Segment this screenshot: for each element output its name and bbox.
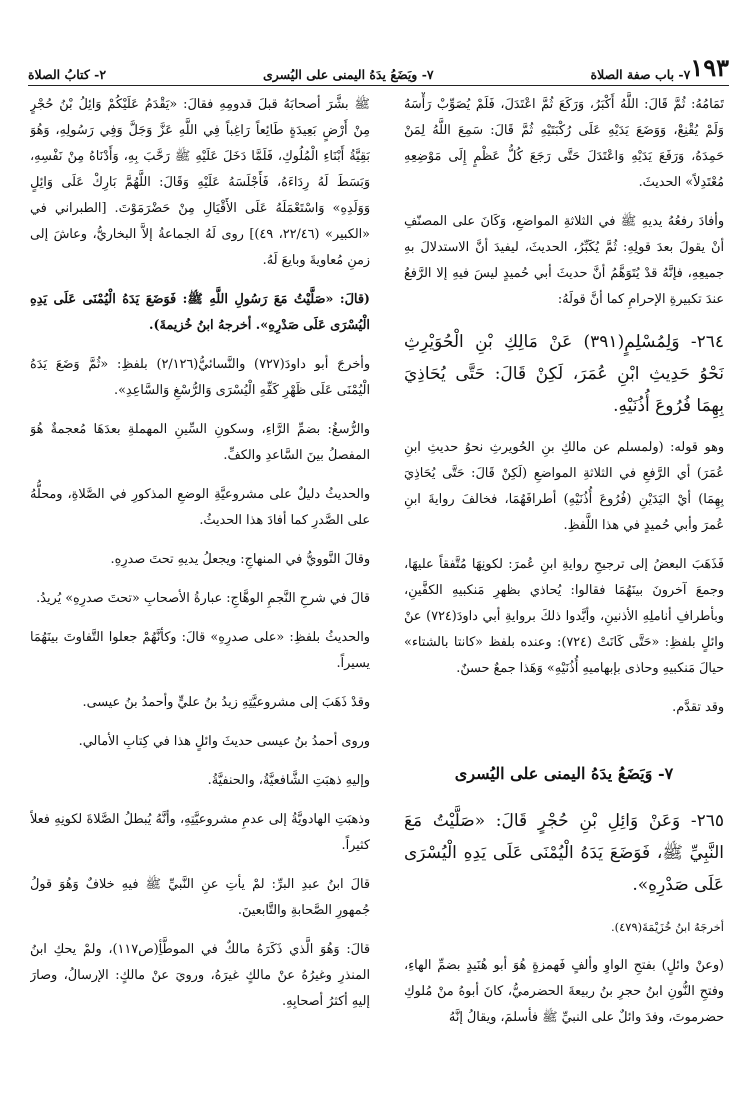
left-column xyxy=(30,92,370,1091)
page-header xyxy=(28,53,729,86)
quoted-hadith: (قالَ: «صَلَّيْتُ مَعَ رَسُولِ اللَّهِ ﷺ: فَوَضَعَ يَدَهُ الْيُمْنَى عَلَى يَدِهِ الْيُسْرَى عَلَى صَدْرِهِ». أخرجهُ ابنُ خُزيمةَ). xyxy=(30,292,370,333)
paragraph: وهو قوله: (ولمسلم عن مالكِ بنِ الحُويرثِ نحوُ حديثِ ابنِ عُمَرَ) أي الرَّفعِ في الثلاثةِ المواضعِ (لَكِنْ قَالَ: حَتَّى يُحَاذِيَ بِهِمَا) أيْ اليَدَيْنِ (فُرُوعَ أُذُنَيْهِ) أطرافَهُمَا، فخالفَ روايةَ ابنِ عُمرَ وأبي حُميدٍ في هذا اللَّفظِ. xyxy=(404,440,724,533)
paragraph: وأفادَ رفعُهُ يديهِ ﷺ في الثلاثةِ المواضعِ، وَكَانَ على المصنّفِ أنْ يقولَ بعدَ قولِهِ: ثُمَّ يُكَبِّرُ، الحديثَ، ليفيدَ أنَّ الاستدلالَ بهِ جميعِهِ، فإنَّهُ قدْ يُتَوَهَّمُ أنَّ حديثَ أبي حُميدٍ ليسَ فيهِ إلا الرَّفعُ عندَ تكبيرةِ الإحرامِ كما أنَّ قولَهُ: xyxy=(404,214,724,307)
paragraph: وقد تقدَّم. xyxy=(672,700,724,715)
paragraph: والحديثُ بلفظِ: «على صدرِهِ» قالَ: وكأنَّهُمْ جعلوا التَّفاوتَ بينَهُمَا يسيراً. xyxy=(30,630,370,671)
paragraph: ﷺ بشَّرَ أصحابَهُ قبلَ قدومِهِ فقالَ: «يَقْدَمُ عَلَيْكُمْ وَائِلُ بْنُ حُجْرٍ مِنْ أَرْضٍ بَعِيدَةٍ طَائِعاً رَاغِباً فِي اللَّهِ عَزَّ وَجَلَّ وَفِي رَسُولِهِ، وَهُوَ بَقِيَّةُ أَبْنَاءِ الْمُلُوكِ، فَلَمَّا دَخَلَ عَلَيْهِ ﷺ رَحَّبَ بِهِ، وَأَدْنَاهُ مِنْ نَفْسِهِ، وَبَسَطَ لَهُ رِدَاءَهُ، فَأَجْلَسَهُ عَلَيْهِ وَقَالَ: اللَّهُمَّ بَارِكْ عَلَى وَائِلٍ وَوَلَدِهِ» وَاسْتَعْمَلَهُ عَلَى الأَقْيَالِ مِنْ حَضْرَمَوْتَ. [الطبراني في «الكبير» (٢٢/٤٦، ٤٩)] روى لَهُ الجماعةُ إلاَّ البخاريُّ، وعاشَ إلى زمنِ مُعاويةَ وبايعَ لَهُ. xyxy=(30,97,370,268)
paragraph: قالَ في شرحِ النَّجمِ الوهَّاجِ: عبارةُ الأصحابِ «تحتَ صدرِهِ» يُريدُ. xyxy=(36,591,370,606)
right-column xyxy=(404,92,724,1091)
paragraph: وروى أحمدُ بنُ عيسى حديثَ وائلٍ هذا في كِتابِ الأمالي. xyxy=(78,734,370,749)
paragraph: والرُّسغُ: بضمِّ الرَّاءِ، وسكونِ السِّينِ المهملةِ بعدَهَا مُعجمةٌ هُوَ المفصلُ بينَ السَّاعدِ والكفِّ. xyxy=(30,422,370,463)
chapter-title: ٧- باب صفة الصلاة xyxy=(590,67,691,82)
paragraph: تَمَامُهُ: ثُمَّ قَالَ: اللَّهُ أَكْبَرُ، وَرَكَعَ ثُمَّ اعْتَدَلَ، فَلَمْ يُصَوِّبْ رَأْسَهُ وَلَمْ يُقْنِعْ، وَوَضَعَ يَدَيْهِ عَلَى رُكْبَتَيْهِ ثُمَّ قَالَ: سَمِعَ اللَّهُ لِمَنْ حَمِدَهُ، وَرَفَعَ يَدَيْهِ وَاعْتَدَلَ حَتَّى رَجَعَ كُلُّ عَظْمٍ إِلَى مَوْضِعِهِ مُعْتَدِلاً» الحديثَ. xyxy=(404,97,724,190)
paragraph: وإليهِ ذهبَتِ الشَّافعيَّةُ، والحنفيَّةُ. xyxy=(207,773,370,788)
paragraph: وقدْ ذَهَبَ إلى مشروعيَّتِهِ زيدُ بنُ عليٍّ وأحمدُ بنُ عيسى. xyxy=(82,695,370,710)
paragraph: والحديثُ دليلٌ على مشروعيَّةِ الوضعِ المذكورِ في الصَّلاةِ، ومحلُّهُ على الصَّدرِ كما أفادَ هذا الحديثُ. xyxy=(30,487,370,528)
book-title: ٢- كتابُ الصلاة xyxy=(28,67,107,82)
paragraph: فَذَهَبَ البعضُ إلى ترجيحِ روايةِ ابنِ عُمرَ: لكونِهَا مُتَّفقاً عليهَا، وجمعَ آخرونَ بينَهُمَا فقالوا: يُحاذي بظهرِ مَنكبيهِ الكفَّينِ، وبأطرافِ أناملِهِ الأذنينِ، وأيَّدوا ذلكَ بروايةِ أبي داودَ(٧٢٤) عنْ وائلٍ بلفظِ: «حَتَّى كَانَتْ (٧٢٤): وعنده بلفظ «كانتا بالشتاء» حيالَ مَنكبيهِ وحاذى بإبهاميهِ أُذُنَيْهِ» وَهَذا جمعٌ حسنٌ. xyxy=(404,557,724,676)
hadith-265: ٢٦٥- وَعَنْ وَائِلِ بْنِ حُجْرٍ قَالَ: «صَلَّيْتُ مَعَ النَّبِيِّ ﷺ، فَوَضَعَ يَدَهُ الْيُمْنَى عَلَى يَدِهِ الْيُسْرَى عَلَى صَدْرِهِ». xyxy=(404,811,724,895)
hadith-264: ٢٦٤- وَلِمُسْلِمٍ(٣٩١) عَنْ مَالِكِ بْنِ الْحُوَيْرِثِ نَحْوُ حَدِيثِ ابْنِ عُمَرَ، لَكِنْ قَالَ: حَتَّى يُحَاذِيَ بِهِمَا فُرُوعَ أُذُنَيْهِ. xyxy=(404,332,724,416)
hadith-source: أخرجَهُ ابنُ خُزَيْمَةَ(٤٧٩). xyxy=(610,920,724,934)
page-number: ١٩٣ xyxy=(690,53,729,82)
paragraph: وذهبَتِ الهادويَّةُ إلى عدمِ مشروعيَّتِهِ، وأنَّهُ يُبطلُ الصَّلاةَ لكونِهِ فعلاً كثيراً. xyxy=(30,812,370,853)
paragraph: وقالَ النَّوويُّ في المنهاجِ: ويجعلُ يديهِ تحتَ صدرِهِ. xyxy=(110,552,370,567)
paragraph: وأخرجَ أبو داودَ(٧٢٧) والنَّسائيُّ(٢/١٢٦) بلفظِ: «ثُمَّ وَضَعَ يَدَهُ الْيُمْنَى عَلَى ظَهْرِ كَفِّهِ الْيُسْرَى وَالرُّسْغِ وَالسَّاعِدِ». xyxy=(30,357,370,398)
paragraph: قالَ ابنُ عبدِ البرِّ: لمْ يأتِ عنِ النَّبيِّ ﷺ فيهِ خلافٌ وَهُوَ قولُ جُمهورِ الصَّحابةِ والتَّابعينَ. xyxy=(30,877,370,918)
paragraph: قالَ: وَهُوَ الَّذي ذَكَرَهُ مالكٌ في الموطَّأِ(ص١١٧)، ولمْ يحكِ ابنُ المنذرِ وغيرُهُ عنْ مالكٍ غيرَهُ، ورويَ عنْ مالكٍ: الإرسالُ، وصارَ إليهِ أكثرُ أصحابِهِ. xyxy=(30,942,370,1009)
paragraph: (وعنْ وائلٍ) بفتحِ الواوِ وألفٍ فَهمزةٍ هُوَ أبو هُنَيدٍ بضمِّ الهاءِ، وفتحِ النُّونِ ابنُ حجرِ بنُ ربيعةَ الحضرميُّ، كانَ أبوهُ منْ مُلوكِ حضرموتَ، وفدَ وائلٌ على النبيِّ ﷺ فأسلمَ، ويقالُ إنَّهُ xyxy=(404,958,724,1025)
section-running-title: ٧- ويَضَعُ يدَهُ اليمنى على اليُسرى xyxy=(262,67,434,82)
section-heading: ٧- وَيَضَعُ يدَهُ اليمنى على اليُسرى xyxy=(454,764,674,783)
